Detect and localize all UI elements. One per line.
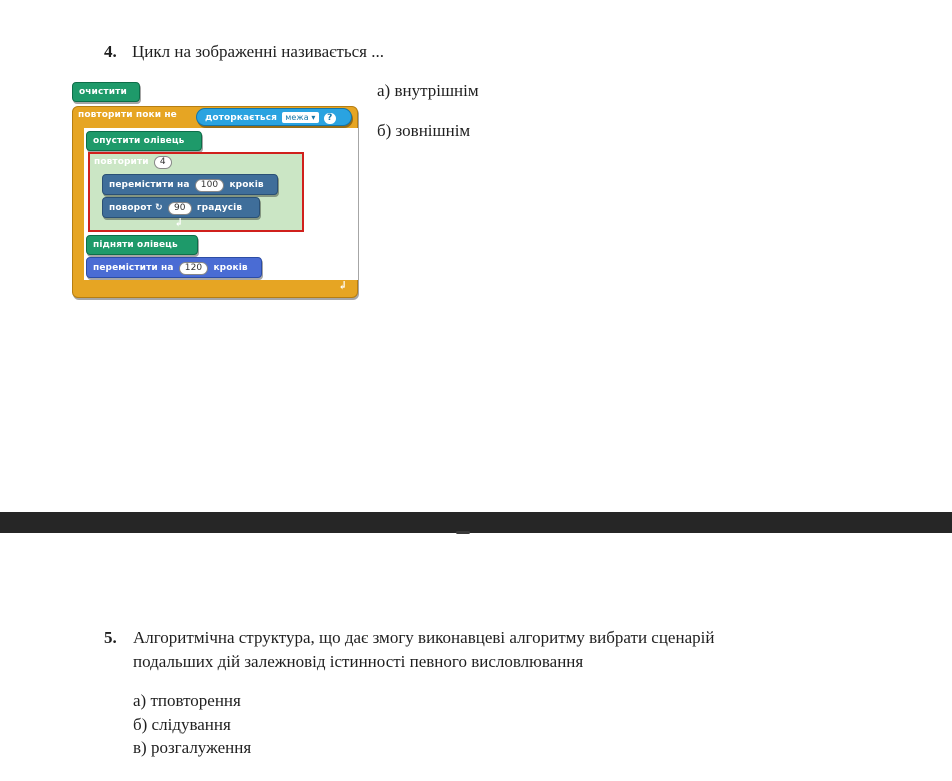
turn-label: поворот <box>109 203 152 213</box>
move-100-label: перемістити на <box>109 180 190 190</box>
question-mark: ? <box>324 113 336 124</box>
pen-up-label: підняти олівець <box>93 240 178 250</box>
pen-down-label: опустити олівець <box>93 136 185 146</box>
move-100-steps[interactable]: 100 <box>195 179 224 192</box>
clear-label: очистити <box>79 87 127 97</box>
repeat-until-loop-arrow-icon: ↲ <box>338 280 348 292</box>
question-4-number: 4. <box>104 42 117 61</box>
snap-blocks-figure <box>72 80 362 300</box>
question-4-title <box>104 41 384 63</box>
turn-degrees-word: градусів <box>196 203 243 213</box>
question-4-text: Цикл на зображенні називається ... <box>132 42 384 61</box>
repeat-loop-arrow-icon: ↲ <box>174 217 184 229</box>
move-100-block <box>102 174 278 195</box>
move-100-steps-word: кроків <box>229 180 264 190</box>
move-120-block <box>86 257 262 278</box>
pen-up-block <box>86 235 198 255</box>
question-5-option-c[interactable]: в) розгалуження <box>133 738 252 757</box>
question-5-option-a[interactable]: а) тповторення <box>133 691 241 710</box>
page-divider <box>0 512 952 533</box>
question-5-text-line-1: Алгоритмічна структура, що дає змогу виконавцеві алгоритму вибрати сценарій <box>133 628 715 647</box>
question-5-number: 5. <box>104 628 117 647</box>
move-120-steps-word: кроків <box>213 263 248 273</box>
move-120-steps[interactable]: 120 <box>179 262 208 275</box>
repeat-until-label: повторити поки не <box>78 110 177 120</box>
turn-block <box>102 197 260 218</box>
clear-block <box>72 82 140 102</box>
edge-dropdown[interactable]: межа ▾ <box>282 112 318 123</box>
question-4-option-a[interactable]: а) внутрішнім <box>377 81 479 100</box>
pen-down-block <box>86 131 202 151</box>
repeat-count[interactable]: 4 <box>154 156 172 169</box>
move-120-label: перемістити на <box>93 263 174 273</box>
edge-dropdown-value: межа <box>285 113 309 122</box>
question-4-option-b[interactable]: б) зовнішнім <box>377 121 471 140</box>
touching-label: доторкається <box>205 113 278 123</box>
question-5-option-b[interactable]: б) слідування <box>133 715 231 734</box>
turn-degrees[interactable]: 90 <box>168 202 192 215</box>
page-divider-notch <box>456 531 470 534</box>
touching-block <box>196 108 352 126</box>
repeat-label: повторити <box>94 157 149 167</box>
turn-clockwise-icon: ↻ <box>155 203 163 213</box>
question-5-text-line-2: подальших дій залежновід істинності певного висловлювання <box>133 652 584 671</box>
